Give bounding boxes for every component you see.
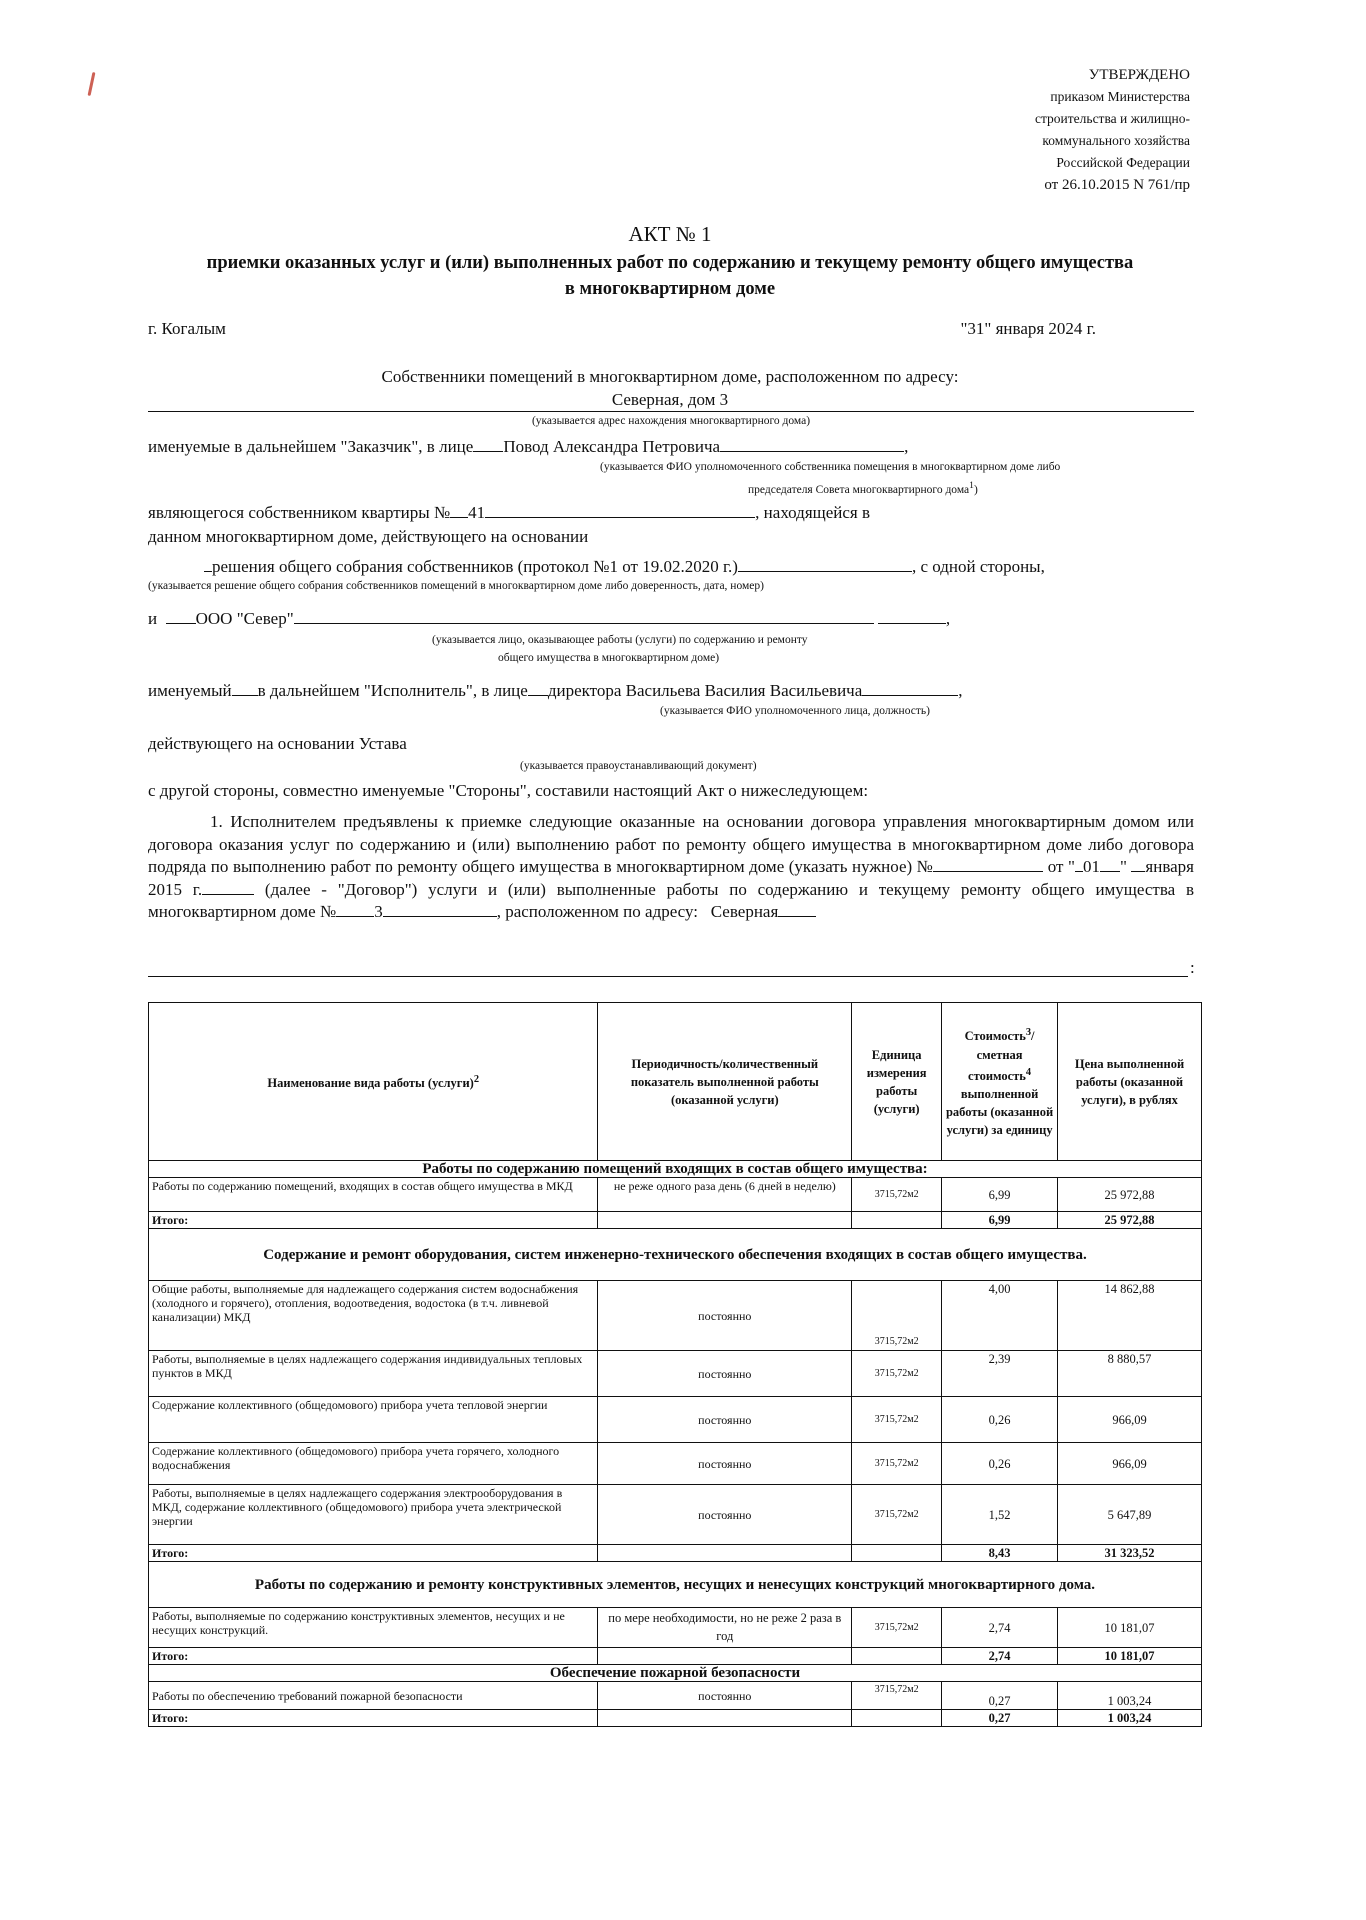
blank-line: [232, 695, 258, 696]
apartment-number: 41: [468, 503, 486, 522]
cell-price: 966,09: [1058, 1443, 1202, 1485]
empty-cell: [598, 1545, 852, 1562]
header-cost-tail: выполненной работы (оказанной услуги) за единицу: [945, 1086, 1054, 1137]
apartment-suffix: , находящейся в: [755, 503, 871, 522]
city-date-row: [148, 318, 1192, 340]
total-row: [149, 1710, 1202, 1727]
basis-value-row: [148, 556, 1192, 578]
cell-cost: 0,27: [942, 1682, 1058, 1710]
total-price: 25 972,88: [1058, 1212, 1202, 1229]
blank-line: [485, 517, 755, 518]
act-subtitle-line: в многоквартирном доме: [564, 279, 776, 299]
footnote-ref: 4: [1025, 1066, 1032, 1078]
owners-line: Собственники помещений в многоквартирном доме, расположенном по адресу:: [381, 367, 959, 386]
table-row: [149, 1351, 1202, 1397]
blank-line: [202, 894, 254, 895]
blank-line: [878, 623, 946, 624]
cell-name: Общие работы, выполняемые для надлежащего содержания систем водоснабжения (холодного и горячего), отопления, водоотведения, водостока (в т.ч. ливневой канализации) МКД: [149, 1281, 598, 1351]
table-header-row: [149, 1003, 1202, 1161]
contractor-name: ООО "Север": [195, 609, 294, 628]
total-cost: 6,99: [942, 1212, 1058, 1229]
cell-name: Работы, выполняемые в целях надлежащего содержания индивидуальных тепловых пунктов в МКД: [149, 1351, 598, 1397]
customer-hint-2: председателя Совета многоквартирного дома$^1$): [748, 480, 978, 496]
table-row: [149, 1682, 1202, 1710]
cell-price: 5 647,89: [1058, 1485, 1202, 1545]
cell-price: 25 972,88: [1058, 1178, 1202, 1212]
approval-line: строительства и жилищно-: [1035, 111, 1190, 126]
item-1-paragraph: [148, 811, 1194, 924]
section-title: Содержание и ремонт оборудования, систем инженерно-технического обеспечения входящих в состав общего имущества.: [149, 1229, 1202, 1281]
empty-cell: [852, 1710, 942, 1727]
blank-line: [1100, 871, 1120, 872]
cell-cost: 2,74: [942, 1608, 1058, 1648]
approval-stamp: [1035, 64, 1190, 196]
cell-period: не реже одного раза день (6 дней в неделю): [598, 1178, 852, 1212]
blank-line: [778, 916, 816, 917]
cell-unit: 3715,72м2: [852, 1351, 942, 1397]
total-price: 10 181,07: [1058, 1648, 1202, 1665]
customer-hint-text: председателя Совета многоквартирного дома: [748, 483, 970, 496]
cell-name: Работы, выполняемые в целях надлежащего содержания электрооборудования в МКД, содержание коллективного (общедомового) прибора учета электрической энергии: [149, 1485, 598, 1545]
executor-mid: в дальнейшем "Исполнитель", в лице: [257, 681, 528, 700]
blank-line: [383, 916, 497, 917]
cell-price: 14 862,88: [1058, 1281, 1202, 1351]
cell-name: Работы по содержанию помещений, входящих в состав общего имущества в МКД: [149, 1178, 598, 1212]
item-1-text: 1. Исполнителем предъявлены к приемке следующие оказанные на основании договора управления многоквартирным домом или договора оказания услуг по содержанию и (или) выполнению работ по ремонту общего имущества в многоквартирном доме либо договора подряда по выполнению работ по ремонту общего имущества в многоквартирном доме (указать нужное) №: [148, 812, 1194, 876]
blank-line: [933, 871, 1043, 872]
cell-cost: 4,00: [942, 1281, 1058, 1351]
cell-period: по мере необходимости, но не реже 2 раза в год: [598, 1608, 852, 1648]
executor-name: директора Васильева Василия Васильевича: [547, 681, 863, 700]
blank-line: [204, 571, 212, 572]
executor-prefix: именуемый: [148, 681, 232, 700]
apartment-row: [148, 502, 1192, 524]
section-title: Обеспечение пожарной безопасности: [149, 1665, 1202, 1682]
item-1-street: Северная: [710, 902, 779, 921]
total-label: Итого:: [149, 1648, 598, 1665]
total-cost: 0,27: [942, 1710, 1058, 1727]
total-label: Итого:: [149, 1212, 598, 1229]
header-cost-text: Стоимость: [964, 1029, 1026, 1044]
total-price: 1 003,24: [1058, 1710, 1202, 1727]
item-1-rest: (далее - "Договор") услуги и (или) выполненные работы по содержанию и текущему ремонту общего имущества в многоквартирном доме №: [148, 879, 1194, 921]
contractor-row: и ООО "Север" ,: [148, 609, 951, 628]
header-unit: Единица измерения работы (услуги): [852, 1003, 942, 1161]
total-row: [149, 1212, 1202, 1229]
customer-name: Повод Александра Петровича: [503, 437, 721, 456]
acting-line: действующего на основании Устава: [148, 734, 407, 753]
and-prefix: и: [148, 609, 158, 628]
table-row: [149, 1608, 1202, 1648]
item-1-from: от ": [1047, 857, 1075, 876]
empty-cell: [598, 1212, 852, 1229]
basis-line: данном многоквартирном доме, действующего на основании: [148, 527, 589, 546]
header-cost-mid: /сметная стоимость: [968, 1029, 1035, 1083]
total-cost: 8,43: [942, 1545, 1058, 1562]
total-cost: 2,74: [942, 1648, 1058, 1665]
contractor-hint: (указывается лицо, оказывающее работы (услуги) по содержанию и ремонту: [432, 634, 808, 646]
address-hint: (указывается адрес нахождения многоквартирного дома): [531, 415, 811, 427]
blank-line: [450, 517, 468, 518]
cell-cost: 2,39: [942, 1351, 1058, 1397]
cell-name: Содержание коллективного (общедомового) прибора учета тепловой энергии: [149, 1397, 598, 1443]
empty-cell: [852, 1648, 942, 1665]
cell-unit: 3715,72м2: [852, 1608, 942, 1648]
cell-period: постоянно: [598, 1485, 852, 1545]
cell-unit: 3715,72м2: [852, 1178, 942, 1212]
colon: :: [1190, 958, 1195, 977]
blank-line: [336, 916, 374, 917]
cell-name: Работы по обеспечению требований пожарной безопасности: [149, 1682, 598, 1710]
cell-name: Содержание коллективного (общедомового) прибора учета горячего, холодного водоснабжения: [149, 1443, 598, 1485]
approval-line: от 26.10.2015 N 761/пр: [1044, 177, 1190, 193]
cell-cost: 0,26: [942, 1443, 1058, 1485]
cell-price: 966,09: [1058, 1397, 1202, 1443]
total-label: Итого:: [149, 1545, 598, 1562]
header-price: Цена выполненной работы (оказанной услуги), в рублях: [1058, 1003, 1202, 1161]
empty-cell: [852, 1212, 942, 1229]
section-title: Работы по содержанию помещений входящих в состав общего имущества:: [149, 1161, 1202, 1178]
header-name-text: Наименование вида работы (услуги): [267, 1076, 474, 1091]
red-pen-mark: [88, 72, 96, 96]
cell-period: постоянно: [598, 1351, 852, 1397]
table-row: [149, 1178, 1202, 1212]
cell-unit: 3715,72м2: [852, 1682, 942, 1710]
total-label: Итого:: [149, 1710, 598, 1727]
blank-line: [528, 695, 548, 696]
header-period: Периодичность/количественный показатель выполненной работы (оказанной услуги): [598, 1003, 852, 1161]
cell-cost: 0,26: [942, 1397, 1058, 1443]
basis-hint: (указывается решение общего собрания собственников помещений в многоквартирном доме либо доверенность, дата, номер): [148, 580, 764, 592]
blank-line: [166, 623, 196, 624]
customer-hint: (указывается ФИО уполномоченного собственника помещения в многоквартирном доме либо: [600, 461, 1061, 473]
cell-period: постоянно: [598, 1443, 852, 1485]
empty-cell: [598, 1648, 852, 1665]
approval-line: коммунального хозяйства: [1042, 133, 1190, 148]
act-subtitle: [148, 250, 1192, 302]
item-1-house: 3: [374, 902, 383, 921]
other-side-line: с другой стороны, совместно именуемые "Стороны", составили настоящий Акт о нижеследующем:: [148, 781, 869, 800]
address-value: Северная, дом 3: [611, 390, 729, 409]
address-continuation-line: [148, 976, 1188, 977]
acting-hint: (указывается правоустанавливающий документ): [520, 760, 757, 772]
executor-hint: (указывается ФИО уполномоченного лица, должность): [660, 705, 930, 717]
blank-line: [738, 571, 912, 572]
blank-line: [720, 451, 904, 452]
item-1-month: января 2015 г.: [148, 857, 1195, 899]
cell-unit: 3715,72м2: [852, 1281, 942, 1351]
address-underline: [148, 411, 1194, 412]
cell-price: 10 181,07: [1058, 1608, 1202, 1648]
contractor-hint-2: общего имущества в многоквартирном доме): [498, 652, 720, 664]
section-title: Работы по содержанию и ремонту конструктивных элементов, несущих и ненесущих конструкций многоквартирного дома.: [149, 1562, 1202, 1608]
basis-value: решения общего собрания собственников (протокол №1 от 19.02.2020 г.): [212, 557, 738, 576]
basis-suffix: , с одной стороны,: [911, 557, 1045, 576]
cell-period: постоянно: [598, 1682, 852, 1710]
header-cost: [942, 1003, 1058, 1161]
item-1-day: 01: [1082, 857, 1100, 876]
act-date: "31" января 2024 г.: [960, 319, 1096, 338]
empty-cell: [598, 1710, 852, 1727]
empty-cell: [852, 1545, 942, 1562]
cell-price: 1 003,24: [1058, 1682, 1202, 1710]
executor-row: именуемый в дальнейшем "Исполнитель", в лице директора Васильева Василия Васильевича ,: [148, 681, 963, 700]
customer-prefix: именуемые в дальнейшем "Заказчик", в лице: [148, 437, 474, 456]
cell-cost: 6,99: [942, 1178, 1058, 1212]
total-row: [149, 1648, 1202, 1665]
section-row: [149, 1562, 1202, 1608]
item-1-located: , расположенном по адресу:: [496, 902, 699, 921]
cell-unit: 3715,72м2: [852, 1485, 942, 1545]
cell-unit: 3715,72м2: [852, 1443, 942, 1485]
works-table: [148, 1002, 1202, 1727]
table-row: [149, 1281, 1202, 1351]
act-subtitle-line: приемки оказанных услуг и (или) выполненных работ по содержанию и текущему ремонту общего имущества: [206, 253, 1134, 273]
section-row: [149, 1665, 1202, 1682]
cell-period: постоянно: [598, 1397, 852, 1443]
blank-line: [473, 451, 503, 452]
total-price: 31 323,52: [1058, 1545, 1202, 1562]
customer-row: именуемые в дальнейшем "Заказчик", в лице Повод Александра Петровича ,: [148, 437, 909, 456]
table-row: [149, 1397, 1202, 1443]
approval-line: Российской Федерации: [1056, 155, 1190, 170]
approval-heading: УТВЕРЖДЕНО: [1088, 67, 1190, 83]
blank-line: [1075, 871, 1083, 872]
cell-price: 8 880,57: [1058, 1351, 1202, 1397]
table-body: [149, 1161, 1202, 1727]
total-row: [149, 1545, 1202, 1562]
footnote-ref: 3: [1025, 1027, 1032, 1039]
header-name: [149, 1003, 598, 1161]
blank-line: [294, 623, 874, 624]
footnote-ref: 1: [969, 480, 974, 491]
cell-period: постоянно: [598, 1281, 852, 1351]
city: г. Когалым: [148, 319, 226, 338]
act-title: АКТ № 1: [628, 222, 712, 246]
apartment-prefix: являющегося собственником квартиры №: [148, 503, 451, 522]
cell-cost: 1,52: [942, 1485, 1058, 1545]
table-row: [149, 1485, 1202, 1545]
footnote-ref: 2: [473, 1073, 480, 1085]
cell-unit: 3715,72м2: [852, 1397, 942, 1443]
approval-line: приказом Министерства: [1050, 89, 1190, 104]
blank-line: [1131, 871, 1145, 872]
item-1-quote: ": [1119, 857, 1132, 876]
blank-line: [862, 695, 958, 696]
cell-name: Работы, выполняемые по содержанию конструктивных элементов, несущих и не несущих конструкций.: [149, 1608, 598, 1648]
section-row: [149, 1229, 1202, 1281]
section-row: [149, 1161, 1202, 1178]
table-row: [149, 1443, 1202, 1485]
